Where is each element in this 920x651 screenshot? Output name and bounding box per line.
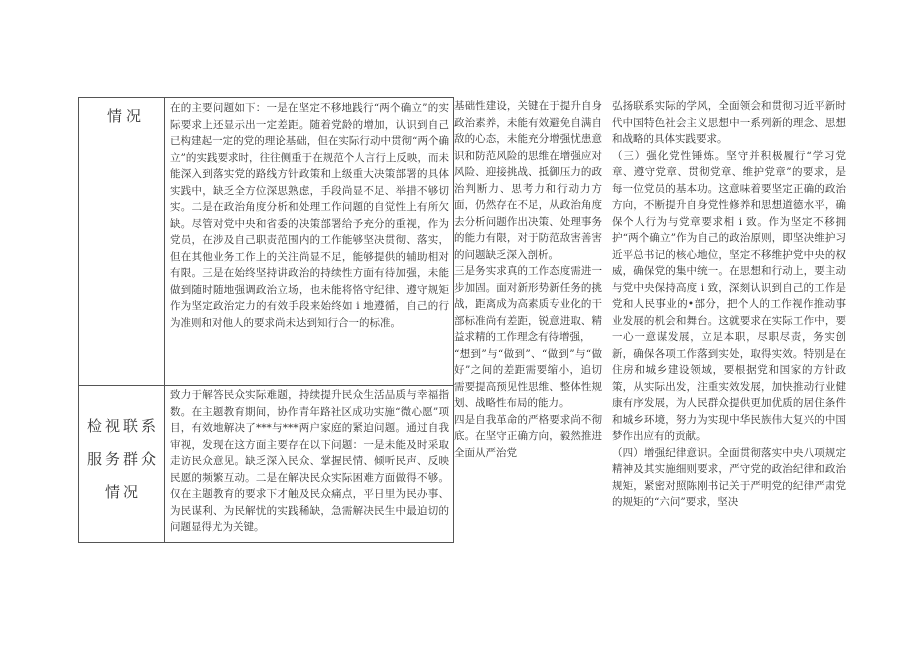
middle-text-column [454,98,602,461]
paragraph: “想到”与“做到”、“做到”与“做好”之间的差距需要缩小，追切需要提高预见性思维、整体性规划、战略性布局的能力。 [454,347,602,409]
row-label-cell [79,98,165,385]
table-row [79,385,453,542]
table-row [79,98,453,386]
paragraph: 四是自我革命的严格要求尚不彻底。在坚守正确方向，毅然推进全面从严治党 [454,413,602,459]
paragraph: 基础性建设，关键在于提升自身政治素养，未能有效避免自满自敌的心态，未能充分增强忧患意识和防范风险的思维在增强应对风险、迎接挑战、抵御压力的政治判断力、思考力和行动力方面，仍然存在不足，从政治角度去分析问题作出决策、处理事务的能力有限，对于防范敌害善害的问题缺乏深入剖析。 [454,100,602,261]
row-content: 致力于解答民众实际难题，持续提升民众生活品质与幸福指数。在主题教育期间，协作青年路社区成功实施“微心愿”项目，有效地解决了***与***两户家庭的紧迫问题。通过自我审视，发现在这方面主要存在以下问题：一是未能及时采取走访民众意见。缺乏深入民众、掌握民情、倾听民声、反映民愿的频繁互动。二是在解决民众实际困难方面做得不够。仅在主题教育的要求下才触及民众痛点，平日里为民办事、为民谋利、为民解忧的实践稀缺，急需解决民生中最迫切的问题显得尤为关键。 [170,389,449,533]
row-content: 在的主要问题如下：一是在坚定不移地践行“两个确立”的实际要求上还显示出一定差距。随着党龄的增加，认识到自己已构建起一定的党的理论基础，但在实际行动中贯彻“两个确立”的实践要求时，往往侧重于在规范个人言行上反映，而未能深入到落实党的路线方针政策和上级重大决策部署的具体实践中，缺乏全方位深思熟虑，手段尚显不足、举措不够切实。二是在政治角度分析和处理工作问题的自觉性上有所欠缺。尽管对党中央和省委的决策部署给予充分的重视，作为党员，在涉及自己职责范围内的工作能够坚决贯彻、落实，但在其他业务工作上的关注尚显不足，能够提供的辅助相对有限。三是在始终坚持讲政治的持续性方面有待加强，未能做到随时随地强调政治立场，也未能将恪守纪律、遵守规矩作为坚定政治定力的有效手段来始终如 i 地遵循，自己的行为准则和对他人的要求尚未达到知行合一的标准。 [170,102,449,329]
right-text-column [612,98,846,511]
row-label: 情况 [107,107,146,125]
row-label-cell [79,385,165,542]
paragraph: 三是务实求真的工作态度需进一步加固。面对新形势新任务的挑战，距离成为高素质专业化的干部标准尚有差距，锐意进取、精益求精的工作理念有待增强， [454,265,602,343]
review-table [78,97,454,543]
paragraph: 弘扬联系实际的学风，全面领会和贯彻习近平新时代中国特色社会主义思想中一系列新的理念、思想和战略的具体实践要求。 [612,100,846,145]
row-label: 检视联系服务群众情况 [86,417,159,501]
paragraph: （四）增强纪律意识。全面贯彻落实中央八项规定精神及其实施细则要求，严守党的政治纪律和政治规矩，紧密对照陈刚书记关于严明党的纪律严肃党的规矩的“六问”要求，坚决 [612,446,846,508]
paragraph: （三）强化党性锤炼。坚守并积极履行“学习党章、遵守党章、贯彻党章、维护党章”的要求，是每一位党员的基本功。这意味着要坚定正确的政治方向，不断提升自身党性修养和思想道德水平，确保个人行为与党章要求相 i 致。作为坚定不移拥护“两个确立”作为自己的政治原则，即坚决维护习近平总书记的核心地位，坚定不移维护党中央的权威，确保党的集中统一。在思想和行动上，要主动与党中央保持高度 i 致，深刻认识到自己的工作是党和人民事业的•部分，把个人的工作视作推动事业发展的机会和舞台。这就要求在实际工作中，要一心一意谋发展，立足本职，尽职尽责，务实创新，确保各项工作落到实处，取得实效。特别是在住房和城乡建设领域，要根据党和国家的方针政策，从实际出发，注重实效发展，加快推动行业健康有序发展，为人民群众提供更加优质的居住条件和城乡环境，努力为实现中华民族伟大复兴的中国梦作出应有的贡献。 [612,149,846,442]
